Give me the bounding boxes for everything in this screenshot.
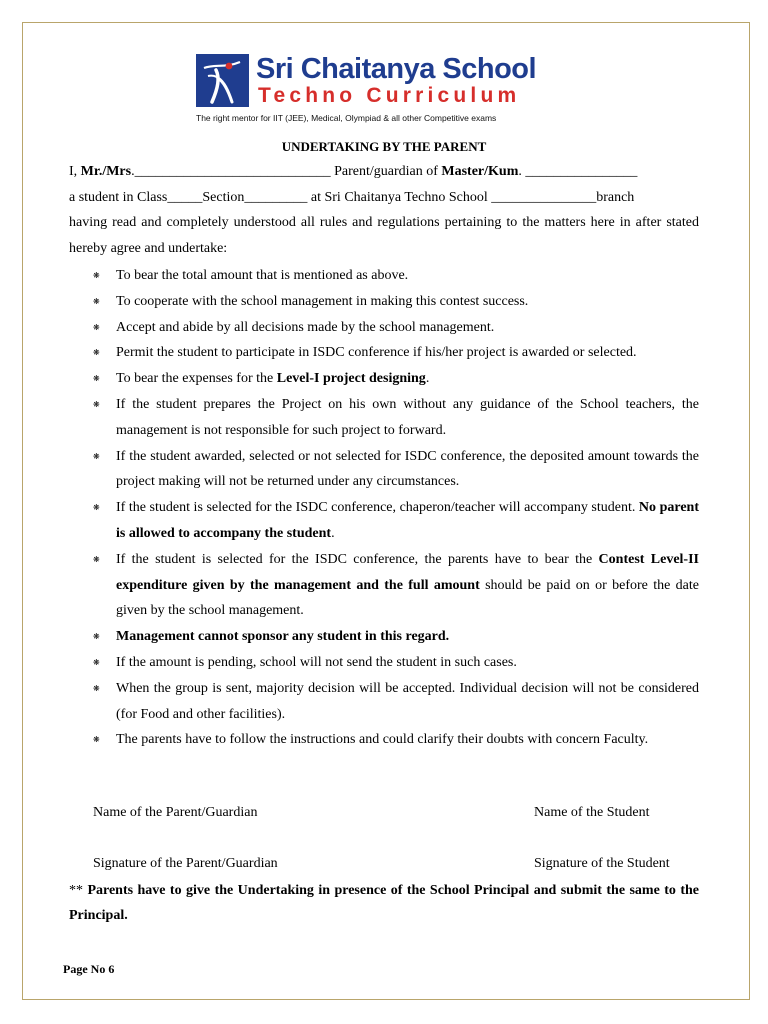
item-text: Permit the student to participate in ISDC conference if his/her project is awarded or selected. xyxy=(116,345,637,361)
item-bold-text: No parent is allowed to accompany the student xyxy=(116,500,699,541)
bullet-icon: ❋ xyxy=(93,554,100,564)
student-name-label: Name of the Student xyxy=(534,805,650,820)
footnote-text: Parents have to give the Undertaking in presence of the School Principal and submit the same to the Principal. xyxy=(69,883,699,923)
footnote xyxy=(69,878,699,928)
bullet-icon: ❋ xyxy=(93,348,100,358)
intro-text: I, xyxy=(69,164,81,179)
item-text: To bear the expenses for the xyxy=(116,371,277,387)
logo-subtitle: Techno Curriculum xyxy=(258,84,521,107)
document-title: UNDERTAKING BY THE PARENT xyxy=(281,139,487,154)
page-number: Page No 6 xyxy=(63,962,115,976)
item-text: To cooperate with the school management in making this contest success. xyxy=(116,293,529,309)
list-item xyxy=(69,624,699,650)
bullet-icon: ❋ xyxy=(93,683,100,693)
student-signature-label: Signature of the Student xyxy=(534,856,670,871)
intro-line-3: having read and completely understood all rules and regulations pertaining to the matters here in after stated hereby agree and undertake: xyxy=(69,215,699,256)
intro-paragraph xyxy=(69,159,699,261)
intro-text: . ________________ xyxy=(518,164,638,179)
undertaking-body xyxy=(69,159,699,753)
item-text: If the amount is pending, school will not send the student in such cases. xyxy=(116,654,517,670)
list-item xyxy=(69,263,699,289)
bullet-icon: ❋ xyxy=(93,632,100,642)
bullet-icon: ❋ xyxy=(93,296,100,306)
item-bold-text: Management cannot sponsor any student in this regard. xyxy=(116,629,450,645)
intro-bold: Mr./Mrs xyxy=(80,164,132,179)
school-logo xyxy=(196,54,576,126)
list-item xyxy=(69,650,699,676)
intro-bold: Master/Kum xyxy=(441,164,519,179)
list-item xyxy=(69,444,699,496)
list-item xyxy=(69,392,699,444)
bullet-icon: ❋ xyxy=(93,451,100,461)
item-text: . xyxy=(425,371,430,387)
item-text: should be paid on or before the date given by the school management. xyxy=(116,577,699,619)
bullet-icon: ❋ xyxy=(93,271,100,280)
item-text: To bear the total amount that is mentioned as above. xyxy=(116,268,409,283)
bullet-icon: ❋ xyxy=(93,374,100,384)
item-text: If the student prepares the Project on his own without any guidance of the School teachers, the management is not responsible for such project to forward. xyxy=(116,396,699,438)
intro-line-2: a student in Class_____Section_________ at Sri Chaitanya Techno School _______________branch xyxy=(69,189,635,205)
parent-name-label: Name of the Parent/Guardian xyxy=(93,805,258,820)
bullet-icon: ❋ xyxy=(93,735,100,745)
list-item xyxy=(69,289,699,315)
bullet-icon: ❋ xyxy=(93,322,100,332)
bullet-icon: ❋ xyxy=(93,657,100,667)
undertaking-list xyxy=(69,263,699,753)
item-text: The parents have to follow the instructions and could clarify their doubts with concern Faculty. xyxy=(116,732,649,748)
bullet-icon: ❋ xyxy=(93,399,100,409)
logo-school-name: Sri Chaitanya School xyxy=(256,53,537,85)
intro-text: .____________________________ Parent/guardian of xyxy=(131,164,442,179)
footnote-prefix: ** xyxy=(69,883,88,898)
logo-tagline: The right mentor for IIT (JEE), Medical, Olympiad & all other Competitive exams xyxy=(196,113,497,123)
list-item xyxy=(69,366,699,392)
list-item xyxy=(69,676,699,728)
parent-signature-label: Signature of the Parent/Guardian xyxy=(93,856,278,871)
list-item xyxy=(69,547,699,624)
item-text: Accept and abide by all decisions made by the school management. xyxy=(116,319,495,335)
item-text: If the student awarded, selected or not selected for ISDC conference, the deposited amount towards the project making will not be returned under any circumstances. xyxy=(116,448,699,490)
item-text: . xyxy=(331,525,335,541)
list-item xyxy=(69,727,699,753)
list-item xyxy=(69,315,699,341)
intro-line-1 xyxy=(69,159,699,185)
logo-emblem-icon xyxy=(196,54,249,107)
item-bold-text: Level-I project designing xyxy=(276,371,426,387)
item-text: If the student is selected for the ISDC conference, the parents have to bear the xyxy=(116,551,599,567)
bullet-icon: ❋ xyxy=(93,503,100,513)
list-item xyxy=(69,495,699,547)
item-text: If the student is selected for the ISDC conference, chaperon/teacher will accompany student. xyxy=(116,500,639,516)
item-text: When the group is sent, majority decision will be accepted. Individual decision will not be considered (for Food and other facilities). xyxy=(116,680,699,722)
list-item xyxy=(69,340,699,366)
item-bold-text: Contest Level-II expenditure given by the management and the full amount xyxy=(116,551,699,593)
